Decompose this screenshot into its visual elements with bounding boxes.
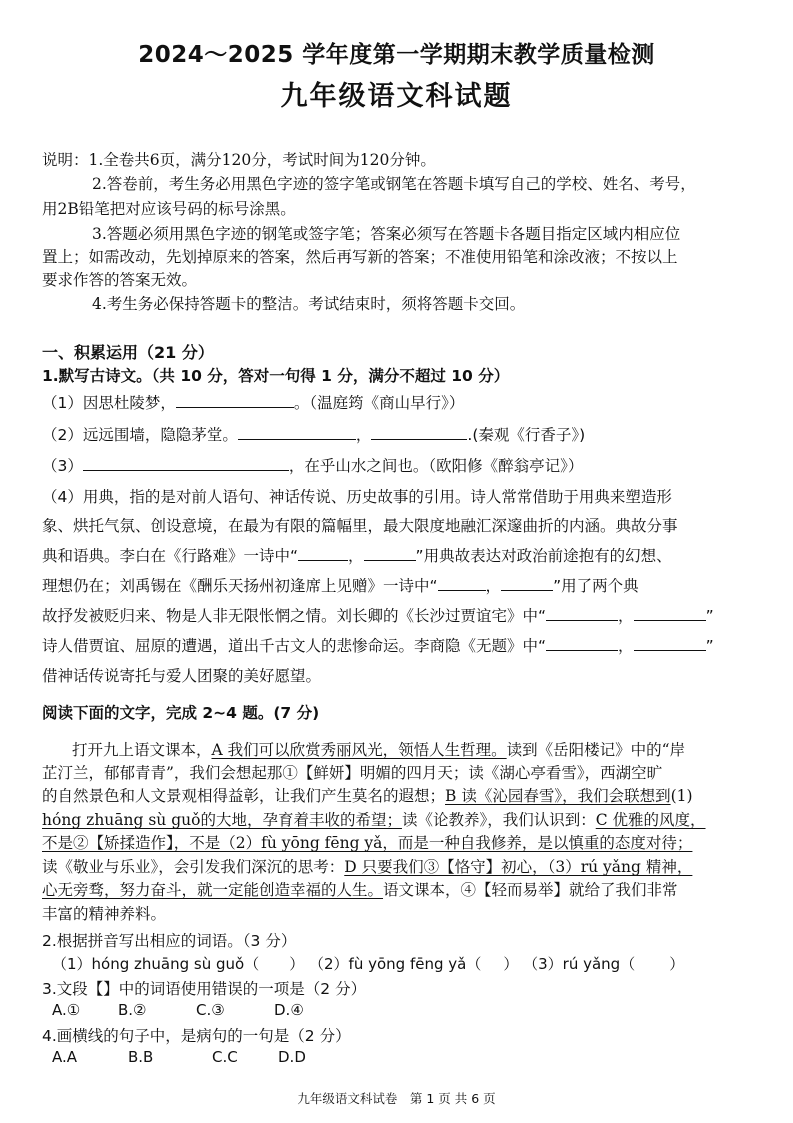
part-4-text: ” xyxy=(705,637,714,655)
exam-subtitle: 九年级语文科试题 xyxy=(280,81,513,112)
q2-option-3: （3）rú yǎng（ xyxy=(523,955,636,973)
part-4-text: 故抒发被贬归来、物是人非无限怅惘之情。刘长卿的《长沙过贾谊宅》中“ xyxy=(42,607,547,625)
question-1-part-4-line-6 xyxy=(42,634,714,656)
passage-text: 语文课本，④【轻而易举】就给了我们非常 xyxy=(383,881,678,899)
part-4-text: 诗人借贾谊、屈原的遭遇，道出千古文人的悲惨命运。李商隐《无题》中“ xyxy=(42,637,547,655)
page-footer: 九年级语文科试卷 第 1 页 共 6 页 xyxy=(297,1091,496,1106)
answer-blank[interactable] xyxy=(501,576,553,591)
part-4-text: ” xyxy=(705,607,714,625)
q3-option-a[interactable]: A.① xyxy=(52,1001,81,1019)
answer-blank[interactable] xyxy=(546,636,618,651)
passage-text: 打开九上语文课本， xyxy=(72,741,212,759)
question-1-part-2 xyxy=(42,423,585,445)
answer-blank[interactable] xyxy=(371,425,467,440)
passage-line-4 xyxy=(42,808,772,830)
instruction-line-2: 2.答卷前，考生务必用黑色字迹的签字笔或钢笔在答题卡填写自己的学校、姓名、考号， xyxy=(92,175,696,193)
instruction-line-3: 用2B铅笔把对应该号码的标号涂黑。 xyxy=(42,200,296,218)
q2-option-2-close: ） xyxy=(503,955,519,973)
passage-text: 的自然景色和人文景观相得益彰，让我们产生莫名的遐想； xyxy=(42,787,446,805)
question-1-part-1 xyxy=(42,391,464,413)
question-1-part-4-line-2: 象、烘托气氛、创设意境，在最为有限的篇幅里，最大限度地融汇深邃曲折的内涵。典故分事 xyxy=(42,517,678,535)
passage-text: 读《论教养》，我们认识到： xyxy=(401,811,596,829)
question-4-options xyxy=(52,1048,306,1066)
answer-blank[interactable] xyxy=(634,636,706,651)
answer-blank[interactable] xyxy=(238,425,356,440)
q3-option-c[interactable]: C.③ xyxy=(196,1001,225,1019)
q2-option-1: （1）hóng zhuāng sù guǒ（ xyxy=(52,955,260,973)
part-2-source: .(秦观《行香子》) xyxy=(467,426,586,444)
question-1-part-4-line-7: 借神话传说寄托与爱人团聚的美好愿望。 xyxy=(42,667,322,685)
part-3-source: ，在乎山水之间也。（欧阳修《醉翁亭记》） xyxy=(288,457,584,475)
question-3-stem: 3.文段【】中的词语使用错误的一项是（2 分） xyxy=(42,980,367,998)
part-2-prefix: （2）远远围墙，隐隐茅堂。 xyxy=(42,426,238,444)
q2-option-2: （2）fù yōng fēng yǎ（ xyxy=(309,955,482,973)
part-4-comma: ， xyxy=(618,607,634,625)
part-4-text: 理想仍在；刘禹锡在《酬乐天扬州初逢席上见赠》一诗中“ xyxy=(42,577,438,595)
underlined-sentence-a: A 我们可以欣赏秀丽风光，领悟人生哲理。 xyxy=(211,741,507,759)
answer-blank[interactable] xyxy=(176,393,294,408)
question-3-options xyxy=(52,1001,304,1019)
question-1-part-4-line-4 xyxy=(42,574,639,596)
underlined-sentence-d: D 只要我们③【恪守】初心，（3）rú yǎng 精神， xyxy=(344,858,693,876)
part-4-comma: ， xyxy=(348,547,364,565)
underlined-sentence-c: C 优雅的风度， xyxy=(595,811,706,829)
passage-text: 读到《岳阳楼记》中的“岸 xyxy=(506,741,686,759)
answer-blank[interactable] xyxy=(546,606,618,621)
answer-blank[interactable] xyxy=(438,576,486,591)
passage-line-3 xyxy=(42,784,772,806)
question-1-part-4-line-3 xyxy=(42,544,672,566)
passage-line-8: 丰富的精神养料。 xyxy=(42,905,167,923)
part-1-prefix: （1）因思杜陵梦， xyxy=(42,394,176,412)
part-2-comma: ， xyxy=(355,426,372,444)
passage-line-5: 不是②【矫揉造作】，不是（2）fù yōng fēng yǎ，而是一种自我修养，是以慎重的态度对待； xyxy=(42,834,693,852)
question-2-stem: 2.根据拼音写出相应的词语。（3 分） xyxy=(42,932,297,950)
answer-blank[interactable] xyxy=(298,546,348,561)
q4-option-d[interactable]: D.D xyxy=(278,1048,306,1066)
q3-option-d[interactable]: D.④ xyxy=(274,1001,304,1019)
reading-heading: 阅读下面的文字，完成 2~4 题。(7 分) xyxy=(42,704,320,722)
q4-option-a[interactable]: A.A xyxy=(52,1048,78,1066)
instruction-line-4: 3.答题必须用黑色字迹的钢笔或签字笔；答案必须写在答题卡各题目指定区域内相应位 xyxy=(92,225,681,243)
underlined-sentence-d-cont: 心无旁骛，努力奋斗，就一定能创造幸福的人生。 xyxy=(42,881,384,899)
instruction-line-5: 置上；如需改动，先划掉原来的答案，然后再写新的答案；不准使用铅笔和涂改液；不按以上 xyxy=(42,248,678,266)
question-2-options xyxy=(52,953,684,974)
q2-option-1-close: ） xyxy=(289,955,305,973)
instruction-line-6: 要求作答的答案无效。 xyxy=(42,271,198,289)
passage-line-7 xyxy=(42,878,772,900)
part-4-text: ”用典故表达对政治前途抱有的幻想、 xyxy=(415,547,672,565)
q2-option-3-close: ） xyxy=(669,955,685,973)
exam-title: 2024～2025 学年度第一学期期末教学质量检测 xyxy=(138,42,655,68)
part-4-text: 典和语典。李白在《行路难》一诗中“ xyxy=(42,547,299,565)
part-1-source: 。（温庭筠《商山早行》） xyxy=(293,394,465,412)
part-3-prefix: （3） xyxy=(42,457,83,475)
underlined-sentence-b-cont: hóng zhuāng sù guǒ的大地，孕育着丰收的希望； xyxy=(42,811,402,829)
part-4-comma: ， xyxy=(618,637,634,655)
passage-line-6 xyxy=(42,855,772,877)
section-heading: 一、积累运用（21 分） xyxy=(42,343,214,362)
question-1-stem: 1.默写古诗文。（共 10 分，答对一句得 1 分，满分不超过 10 分） xyxy=(42,367,510,385)
passage-line-1 xyxy=(72,738,793,760)
answer-blank[interactable] xyxy=(634,606,706,621)
answer-blank[interactable] xyxy=(364,546,416,561)
passage-text: (1) xyxy=(670,787,693,805)
instruction-line-7: 4.考生务必保持答题卡的整洁。考试结束时，须将答题卡交回。 xyxy=(92,295,526,313)
instruction-line-1: 说明：1.全卷共6页，满分120分，考试时间为120分钟。 xyxy=(42,151,436,169)
underlined-sentence-b: B 读《沁园春雪》，我们会联想到 xyxy=(445,787,671,805)
passage-text: 读《敬业与乐业》，会引发我们深沉的思考： xyxy=(42,858,345,876)
q4-option-b[interactable]: B.B xyxy=(128,1048,154,1066)
question-1-part-4-line-5 xyxy=(42,604,714,626)
part-4-comma: ， xyxy=(485,577,502,595)
question-1-part-4-line-1: （4）用典，指的是对前人语句、神话传说、历史故事的引用。诗人常常借助于用典来塑造形 xyxy=(42,488,672,506)
answer-blank[interactable] xyxy=(83,456,289,471)
part-4-text: ”用了两个典 xyxy=(553,577,639,595)
question-1-part-3 xyxy=(42,454,583,476)
question-4-stem: 4.画横线的句子中，是病句的一句是（2 分） xyxy=(42,1027,351,1045)
q3-option-b[interactable]: B.② xyxy=(118,1001,147,1019)
q4-option-c[interactable]: C.C xyxy=(212,1048,238,1066)
passage-line-2: 芷汀兰，郁郁青青”，我们会想起那①【鲜妍】明媚的四月天；读《湖心亭看雪》，西湖空旷 xyxy=(42,764,663,782)
